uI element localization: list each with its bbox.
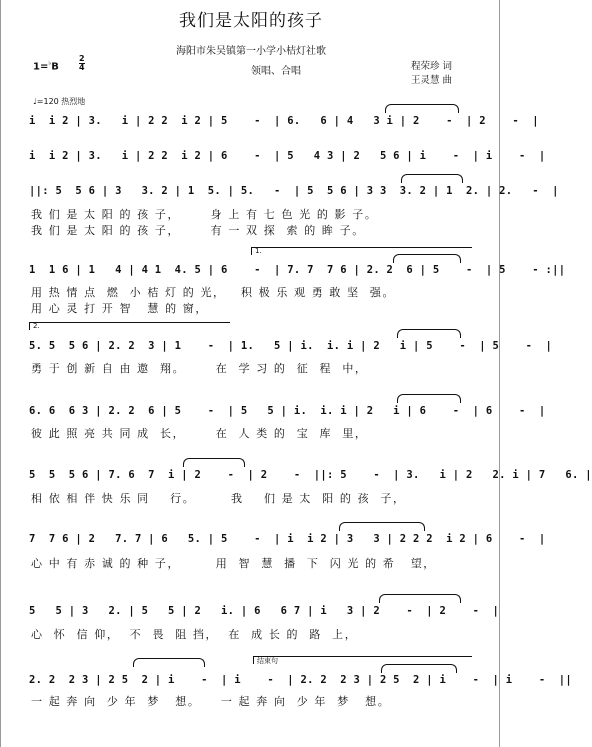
notation-line-3: ||: 5 5 6 | 3 3. 2 | 1 5. | 5. - | 5 5 6 | 3 3 3. 2 | 1 2. | 2. - |	[29, 185, 559, 197]
composer-credit: 王灵慧 曲	[411, 75, 453, 86]
lyric-line-1: 我 们 是 太 阳 的 孩 子， 身 上 有 七 色 光 的 影 子。	[31, 208, 378, 221]
song-subtitle: 海阳市朱吴镇第一小学小桔灯社歌	[176, 46, 326, 57]
meter-bottom: 4	[79, 63, 85, 72]
slur	[183, 458, 245, 467]
slur	[397, 394, 461, 403]
lyricist-credit: 程荣珍 词	[411, 61, 453, 72]
notation-line-4: 1 1 6 | 1 4 | 4 1 4. 5 | 6 - | 7. 7 7 6 | 2. 2 6 | 5 - | 5 - :||	[29, 264, 566, 276]
tempo-marking: ♩=120 热烈地	[33, 97, 86, 106]
lyric-line-2: 我 们 是 太 阳 的 孩 子， 有 一 双 探 索 的 眸 子。	[31, 224, 365, 237]
lyric-line-3: 用 热 情 点 燃 小 桔 灯 的 光， 积 极 乐 观 勇 敢 坚 强。	[31, 286, 396, 299]
notation-line-5: 5. 5 5 6 | 2. 2 3 | 1 - | 1. 5 | i. i. i | 2 i | 5 - | 5 - |	[29, 340, 553, 352]
notation-line-8: 7 7 6 | 2 7. 7 | 6 5. | 5 - | i i 2 | 3 3 | 2 2 2 i 2 | 6 - |	[29, 533, 546, 545]
notation-line-2: i i 2 | 3. i | 2 2 i 2 | 6 - | 5 4 3 | 2 5 6 | i - | i - |	[29, 150, 546, 162]
notation-line-7: 5 5 5 6 | 7. 6 7 i | 2 - | 2 - ||: 5 - | 3. i | 2 2. i | 7 6. |	[29, 469, 592, 481]
slur	[133, 658, 205, 667]
slur	[339, 522, 425, 531]
meter-top: 2	[79, 54, 85, 63]
final-ending-bracket	[253, 656, 472, 664]
slur	[401, 174, 463, 183]
lyric-line-4: 用 心 灵 打 开 智 慧 的 窗，	[31, 302, 208, 315]
slur	[385, 104, 459, 113]
slur	[379, 594, 461, 603]
notation-line-10: 2. 2 2 3 | 2 5 2 | i - | i - | 2. 2 2 3 | 2 5 2 | i - | i - ||	[29, 674, 572, 686]
key-signature	[33, 60, 59, 72]
slur	[381, 664, 457, 673]
second-ending-bracket	[29, 322, 230, 330]
lyric-line-9: 心 怀 信 仰， 不 畏 阻 挡， 在 成 长 的 路 上，	[31, 628, 358, 641]
notation-line-1: i i 2 | 3. i | 2 2 i 2 | 5 - | 6. 6 | 4 3 i | 2 - | 2 - |	[29, 115, 539, 127]
first-ending-label: 1.	[255, 247, 262, 255]
slur	[393, 254, 461, 263]
lyric-line-8: 心 中 有 赤 诚 的 种 子， 用 智 慧 播 下 闪 光 的 希 望，	[31, 557, 436, 570]
lyric-line-10: 一 起 奔 向 少 年 梦 想。 一 起 奔 向 少 年 梦 想。	[31, 695, 391, 708]
notation-line-6: 6. 6 6 3 | 2. 2 6 | 5 - | 5 5 | i. i. i | 2 i | 6 - | 6 - |	[29, 405, 546, 417]
time-signature	[79, 55, 85, 72]
song-title: 我们是太阳的孩子	[179, 11, 323, 31]
key-note: B	[51, 61, 59, 73]
notation-line-9: 5 5 | 3 2. | 5 5 | 2 i. | 6 6 7 | i 3 | 2 - | 2 - |	[29, 605, 500, 617]
second-ending-label: 2.	[33, 322, 40, 330]
slur	[397, 329, 461, 338]
key-prefix: 1=	[33, 61, 49, 73]
key-flat: ♭	[48, 60, 52, 67]
lyric-line-7: 相 依 相 伴 快 乐 同 行。 我 们 是 太 阳 的 孩 子，	[31, 492, 406, 505]
lyric-line-5: 勇 于 创 新 自 由 遨 翔。 在 学 习 的 征 程 中，	[31, 362, 368, 375]
lyric-line-6: 彼 此 照 亮 共 同 成 长， 在 人 类 的 宝 库 里，	[31, 427, 368, 440]
performance-note: 领唱、合唱	[251, 66, 301, 77]
final-ending-label: 结束句	[257, 657, 278, 665]
